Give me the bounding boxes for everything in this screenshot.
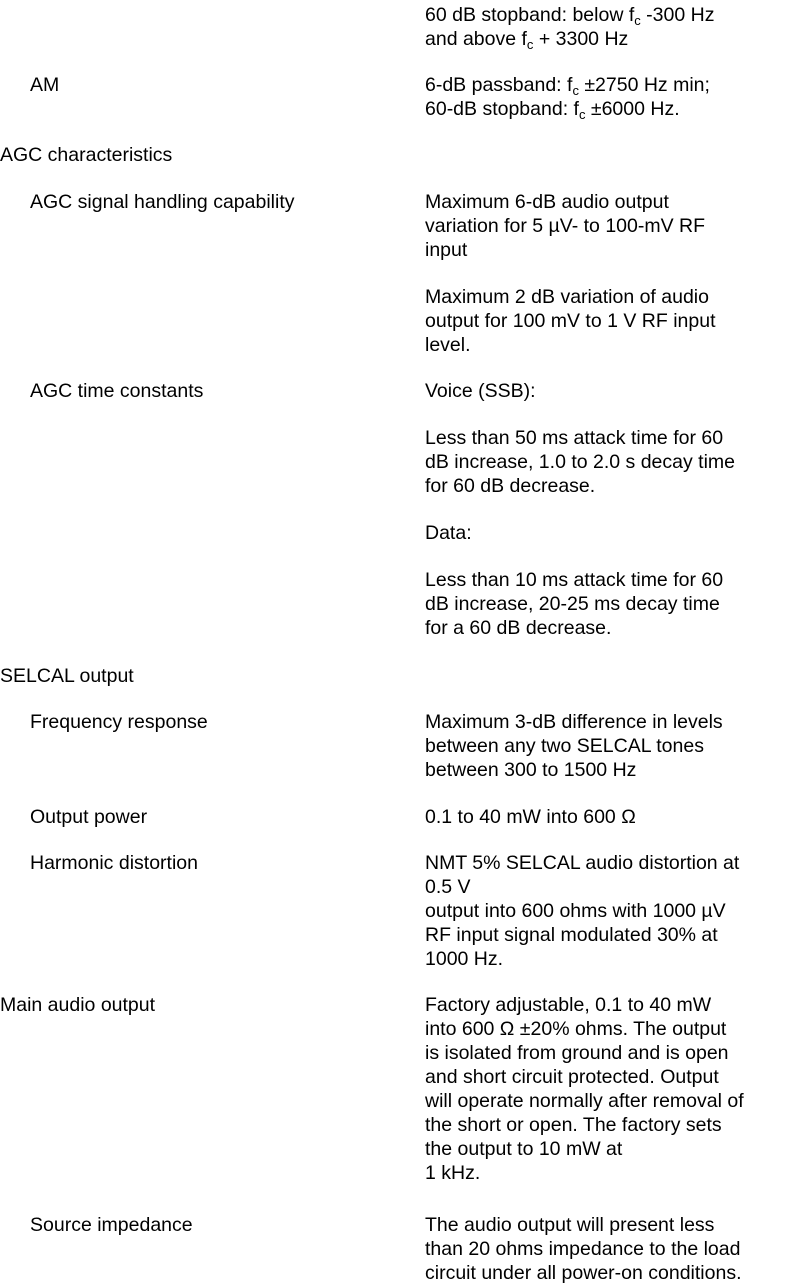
text-run: into 600 Ω ±20% ohms. The output bbox=[425, 1018, 727, 1040]
spec-paragraph bbox=[425, 521, 800, 545]
text-run: will operate normally after removal of bbox=[425, 1090, 744, 1112]
spec-label: Source impedance bbox=[30, 1214, 193, 1236]
text-run: 0.1 to 40 mW into 600 Ω bbox=[425, 806, 636, 828]
text-run: -300 Hz bbox=[640, 4, 715, 26]
text-run: than 20 ohms impedance to the load bbox=[425, 1238, 741, 1260]
spec-paragraph bbox=[425, 285, 800, 357]
text-run: 1 kHz. bbox=[425, 1162, 481, 1184]
text-run: the short or open. The factory sets bbox=[425, 1114, 722, 1136]
spec-paragraph bbox=[425, 710, 800, 782]
text-run: between any two SELCAL tones bbox=[425, 735, 704, 757]
text-run: output for 100 mV to 1 V RF input bbox=[425, 310, 716, 332]
spec-value bbox=[425, 3, 800, 51]
text-run: circuit under all power-on conditions. bbox=[425, 1262, 742, 1284]
text-run: Maximum 6-dB audio output bbox=[425, 191, 669, 213]
text-run: between 300 to 1500 Hz bbox=[425, 759, 637, 781]
section-label: AGC characteristics bbox=[0, 144, 173, 166]
text-run: Factory adjustable, 0.1 to 40 mW bbox=[425, 994, 712, 1016]
text-run: for a 60 dB decrease. bbox=[425, 617, 612, 639]
text-run: 1000 Hz. bbox=[425, 948, 504, 970]
text-run: level. bbox=[425, 334, 471, 356]
text-run: The audio output will present less bbox=[425, 1214, 715, 1236]
subscript: c bbox=[526, 37, 534, 52]
spec-paragraph bbox=[425, 379, 800, 403]
text-run: Data: bbox=[425, 522, 472, 544]
text-run: NMT 5% SELCAL audio distortion at bbox=[425, 852, 740, 874]
text-run: and above f bbox=[425, 28, 527, 50]
text-run: variation for 5 µV- to 100-mV RF bbox=[425, 215, 706, 237]
text-run: 6-dB passband: f bbox=[425, 74, 573, 96]
spec-label: AM bbox=[30, 74, 60, 96]
text-run: Maximum 2 dB variation of audio bbox=[425, 286, 709, 308]
spec-value bbox=[425, 379, 800, 640]
text-run: + 3300 Hz bbox=[533, 28, 629, 50]
spec-paragraph bbox=[425, 73, 800, 121]
spec-value bbox=[425, 851, 800, 971]
spec-value bbox=[425, 805, 800, 829]
spec-paragraph bbox=[425, 426, 800, 498]
text-run: the output to 10 mW at bbox=[425, 1138, 623, 1160]
spec-value bbox=[425, 1213, 800, 1285]
spec-paragraph bbox=[425, 190, 800, 262]
text-run: Less than 50 ms attack time for 60 bbox=[425, 427, 724, 449]
text-run: 0.5 V bbox=[425, 876, 471, 898]
spec-label: AGC time constants bbox=[30, 380, 204, 402]
subscript: c bbox=[572, 83, 579, 98]
text-run: ±6000 Hz. bbox=[585, 98, 680, 120]
text-run: for 60 dB decrease. bbox=[425, 475, 596, 497]
text-run: Voice (SSB): bbox=[425, 380, 536, 402]
text-run: Maximum 3-dB difference in levels bbox=[425, 711, 723, 733]
spec-value bbox=[425, 73, 800, 121]
text-run: output into 600 ohms with 1000 µV bbox=[425, 900, 726, 922]
text-run: ±2750 Hz min; bbox=[578, 74, 710, 96]
subscript: c bbox=[578, 107, 586, 122]
spec-label: Frequency response bbox=[30, 711, 208, 733]
text-run: input bbox=[425, 239, 468, 261]
spec-paragraph bbox=[425, 851, 800, 971]
text-run: dB increase, 1.0 to 2.0 s decay time bbox=[425, 451, 736, 473]
spec-value bbox=[425, 710, 800, 782]
text-run: 60-dB stopband: f bbox=[425, 98, 579, 120]
spec-label: Main audio output bbox=[0, 994, 156, 1016]
text-run: RF input signal modulated 30% at bbox=[425, 924, 718, 946]
spec-label: Output power bbox=[30, 806, 148, 828]
text-run: Less than 10 ms attack time for 60 bbox=[425, 569, 724, 591]
spec-paragraph bbox=[425, 568, 800, 640]
subscript: c bbox=[634, 13, 641, 28]
spec-label: AGC signal handling capability bbox=[30, 191, 295, 213]
spec-paragraph bbox=[425, 3, 800, 51]
text-run: and short circuit protected. Output bbox=[425, 1066, 719, 1088]
spec-paragraph bbox=[425, 1213, 800, 1285]
text-run: is isolated from ground and is open bbox=[425, 1042, 729, 1064]
spec-value bbox=[425, 993, 800, 1185]
text-run: 60 dB stopband: below f bbox=[425, 4, 635, 26]
spec-value bbox=[425, 190, 800, 357]
text-run: dB increase, 20-25 ms decay time bbox=[425, 593, 720, 615]
spec-paragraph bbox=[425, 993, 800, 1185]
spec-paragraph bbox=[425, 805, 800, 829]
section-label: SELCAL output bbox=[0, 665, 134, 687]
spec-label: Harmonic distortion bbox=[30, 852, 198, 874]
